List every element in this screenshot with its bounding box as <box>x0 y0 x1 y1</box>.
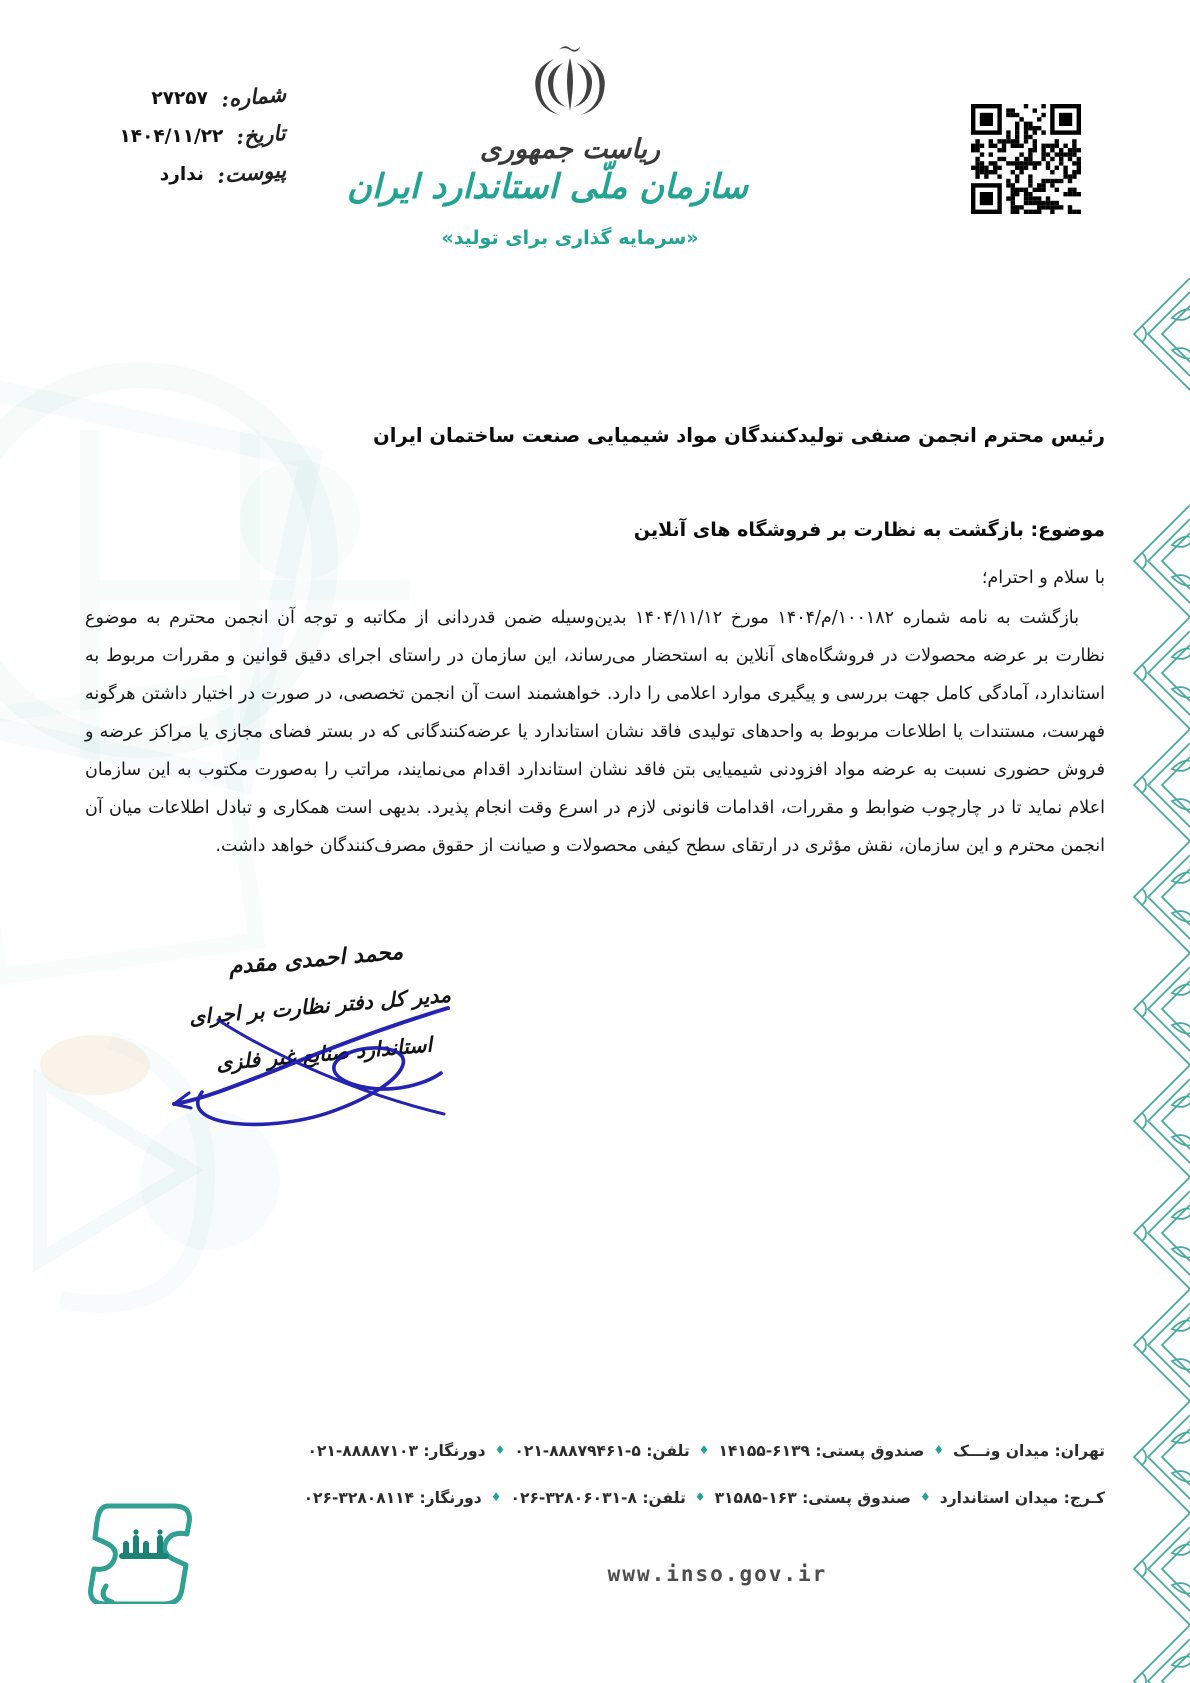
meta-number-row <box>86 81 287 112</box>
footer-segment: دورنگار: ۰۲۱-۸۸۸۸۷۱۰۳ <box>307 1442 486 1460</box>
footer-bullet-icon: ♦ <box>920 1490 931 1504</box>
meta-date-label: تاریخ: <box>235 119 287 150</box>
footer-segment: تلفن: ۰۲۶-۳۲۸۰۶۰۳۱-۸ <box>510 1489 686 1507</box>
presidency-title: ریاست جمهوری <box>479 134 661 165</box>
letter-meta <box>86 81 287 198</box>
footer-segment: تهران: میدان ونـــک <box>953 1442 1105 1460</box>
signer-title-line2: استاندارد صنایع غیر فلزی <box>215 1032 433 1076</box>
meta-attachment-label: پیوست: <box>216 157 287 188</box>
footer-segment: دورنگار: ۰۲۶-۳۲۸۰۸۱۱۴ <box>303 1489 482 1507</box>
footer-segment: صندوق پستی: ۱۴۱۵۵-۶۱۳۹ <box>718 1442 925 1460</box>
meta-date-row <box>86 119 287 150</box>
subject-text: بازگشت به نظارت بر فروشگاه های آنلاین <box>633 519 1031 541</box>
footer-bullet-icon: ♦ <box>698 1443 710 1457</box>
meta-attachment-row <box>86 157 287 188</box>
footer-bullet-icon: ♦ <box>490 1490 502 1504</box>
salutation-line: با سلام و احترام؛ <box>981 568 1105 588</box>
letterhead-header <box>346 36 748 249</box>
website-url: www.inso.gov.ir <box>607 1562 828 1586</box>
qr-code-icon <box>971 104 1081 214</box>
decorative-border-right <box>1130 278 1190 1683</box>
letterhead-slogan: «سرمایه گذاری برای تولید» <box>441 227 699 249</box>
meta-number-label: شماره: <box>220 81 287 112</box>
footer-bullet-icon: ♦ <box>494 1443 506 1457</box>
subject-line <box>85 519 1105 541</box>
signer-title-line1: مدیر کل دفتر نظارت بر اجرای <box>188 982 452 1030</box>
recipient-line: رئیس محترم انجمن صنفی تولیدکنندگان مواد شیمیایی صنعت ساختمان ایران <box>373 424 1105 447</box>
footer-segment: کـرج: میدان استاندارد <box>939 1489 1105 1507</box>
signer-name: محمد احمدی مقدم <box>227 938 405 980</box>
footer-tehran-line <box>307 1442 1105 1460</box>
iran-national-emblem-icon <box>530 36 610 130</box>
inso-standard-logo-icon <box>86 1494 208 1604</box>
letter-body-paragraph: بازگشت به نامه شماره ۱۰۰۱۸۲/م/۱۴۰۴ مورخ ۱۴۰۴/۱۱/۱۲ بدین‌وسیله ضمن قدردانی از مکاتبه و توجه آن انجمن محترم به موضوع نظارت بر عرضه محصولات در فروشگاه‌های آنلاین به استحضار می‌رساند، این سازمان در راستای اجرای دقیق قوانین و مقررات مربوط به استاندارد، آمادگی کامل جهت بررسی و پیگیری موارد اعلامی را دارد. خواهشمند است آن انجمن تخصصی، در صورت در اختیار داشتن هرگونه فهرست، مستندات یا اطلاعات مربوط به واحدهای تولیدی فاقد نشان استاندارد یا عرضه‌کنندگانی که در بستر فضای مجازی یا مراکز عرضه و فروش حضوری نسبت به عرضه مواد افزودنی شیمیایی بتن فاقد نشان استاندارد اقدام می‌نمایند، مراتب را به‌صورت مکتوب به این سازمان اعلام نماید تا در چارچوب ضوابط و مقررات، اقدامات قانونی لازم در اسرع وقت انجام پذیرد. بدیهی است همکاری و تبادل اطلاعات میان آن انجمن محترم و این سازمان، نقش مؤثری در ارتقای سطح کیفی محصولات و صیانت از حقوق مصرف‌کنندگان خواهد داشت. <box>85 608 1105 856</box>
subject-label: موضوع: <box>1030 519 1105 541</box>
organization-name: سازمان ملّی استاندارد ایران <box>346 167 748 207</box>
letter-content <box>85 424 1105 865</box>
footer-karaj-line <box>304 1489 1105 1507</box>
handwritten-signature-icon <box>156 986 466 1141</box>
meta-attachment-value: ندارد <box>159 164 204 185</box>
footer-bullet-icon: ♦ <box>694 1490 706 1504</box>
meta-number-value: ۲۷۲۵۷ <box>151 88 208 109</box>
footer-segment: صندوق پستی: ۳۱۵۸۵-۱۶۳ <box>714 1489 912 1507</box>
footer-segment: تلفن: ۰۲۱-۸۸۸۷۹۴۶۱-۵ <box>514 1442 690 1460</box>
footer-bullet-icon: ♦ <box>933 1443 945 1457</box>
meta-date-value: ۱۴۰۴/۱۱/۲۲ <box>119 126 224 147</box>
